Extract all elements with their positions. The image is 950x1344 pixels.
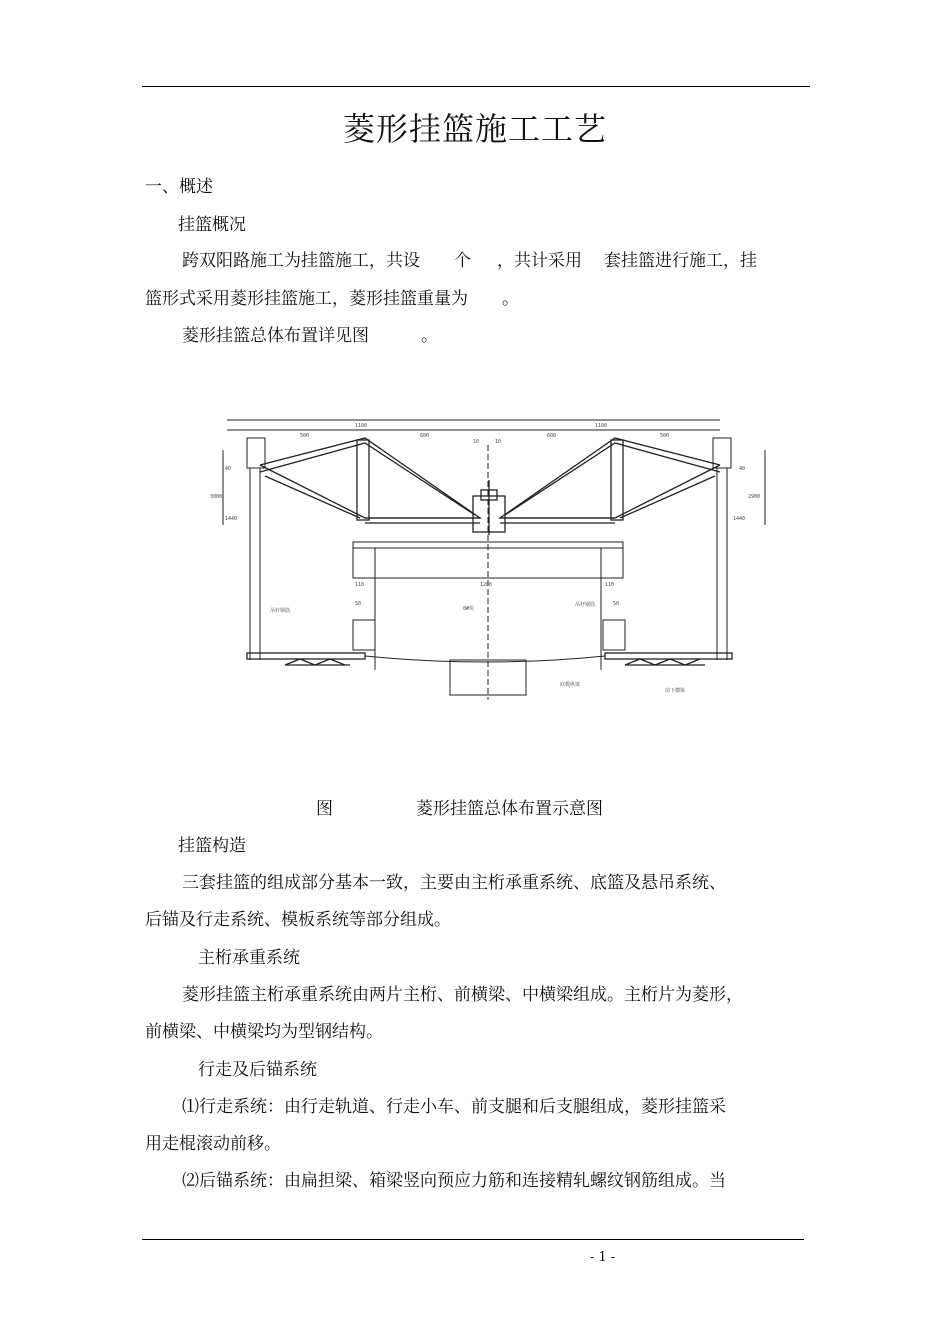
paragraph-2 [182,321,438,346]
box-girder-soffit [365,656,605,662]
left-lower-jack [353,620,375,650]
dim-top-3: 10 [473,439,480,445]
dim-mid-0: 110 [355,582,365,588]
right-vert-2: 1440 [732,516,745,522]
dim-top-0: 500 [300,433,310,439]
left-vert-0: 40 [225,466,232,472]
right-bottom-basket [605,653,732,665]
centre-anchor-block [473,480,505,535]
side-dim-right: 50 [613,601,620,607]
left-vert-1: 3000 [210,494,223,500]
p2-part-b: 。 [421,326,438,346]
label-front-lower-beam: 前下横梁 [665,688,686,694]
paragraph-1-line-2 [145,284,519,309]
right-lower-jack [603,620,625,650]
paragraph-5-line-1: ⑴行走系统：由行走轨道、行走小车、前支腿和后支腿组成，菱形挂篮采 [182,1097,726,1117]
dim-top-1: 1100 [355,423,368,429]
section-heading-overview: 一、概述 [145,177,213,197]
right-vert-0: 40 [738,466,745,472]
dim-top-6: 1100 [595,423,608,429]
side-dim-left: 50 [355,601,362,607]
p1-part-d: 套挂篮进行施工，挂 [604,251,757,271]
paragraph-4-line-2: 前横梁、中横梁均为型钢结构。 [145,1022,383,1042]
header-rule [142,86,810,87]
dim-top-2: 600 [420,433,430,439]
subheading-walking-anchor: 行走及后锚系统 [198,1060,317,1080]
paragraph-4-line-1: 菱形挂篮主桁承重系统由两片主桁、前横梁、中横梁组成。主桁片为菱形， [182,985,743,1005]
dim-top-4: 10 [495,439,502,445]
right-vert-1: 2900 [747,494,760,500]
dim-mid-2: 110 [605,582,615,588]
label-hanger-right: 吊杆钢筋 [575,602,596,608]
p1-part-a: 跨双阳路施工为挂篮施工，共设 [182,251,420,271]
label-hanger-left: 吊杆钢筋 [270,608,291,614]
left-bottom-basket [247,653,365,665]
p1-line2-b: 。 [502,289,519,309]
p1-part-b: 个 [454,251,471,271]
dim-top-7: 500 [660,433,670,439]
subheading-overview: 挂篮概况 [178,215,246,235]
right-main-truss [500,438,720,523]
centre-label: 0#块 [463,606,475,612]
paragraph-1-line-1 [182,246,757,271]
subheading-structure: 挂篮构造 [178,836,246,856]
left-main-truss [260,438,480,523]
figure-caption-text: 菱形挂篮总体布置示意图 [416,799,603,819]
page-number: - 1 - [590,1250,616,1265]
p1-part-c: ，共计采用 [497,251,582,271]
dim-top-5: 600 [547,433,557,439]
p2-part-a: 菱形挂篮总体布置详见图 [182,326,369,346]
figure-caption-label: 图 [316,799,333,819]
p1-line2-a: 篮形式采用菱形挂篮施工，菱形挂篮重量为 [145,289,468,309]
footer-rule [142,1239,804,1240]
label-bottom-stringer: 底模纵梁 [560,682,581,688]
left-vert-2: 1440 [225,516,238,522]
paragraph-5-line-2: 用走棍滚动前移。 [145,1134,281,1154]
paragraph-3-line-2: 后锚及行走系统、模板系统等部分组成。 [145,910,451,930]
document-title: 菱形挂篮施工工艺 [342,110,607,148]
paragraph-6-line-1: ⑵后锚系统：由扁担梁、箱梁竖向预应力筋和连接精轧螺纹钢筋组成。当 [182,1171,726,1191]
dim-mid-1: 1200 [480,582,493,588]
paragraph-3-line-1: 三套挂篮的组成部分基本一致，主要由主桁承重系统、底篮及悬吊系统、 [182,873,726,893]
hanging-basket-layout-drawing [205,410,760,710]
subheading-main-truss: 主桁承重系统 [198,948,300,968]
